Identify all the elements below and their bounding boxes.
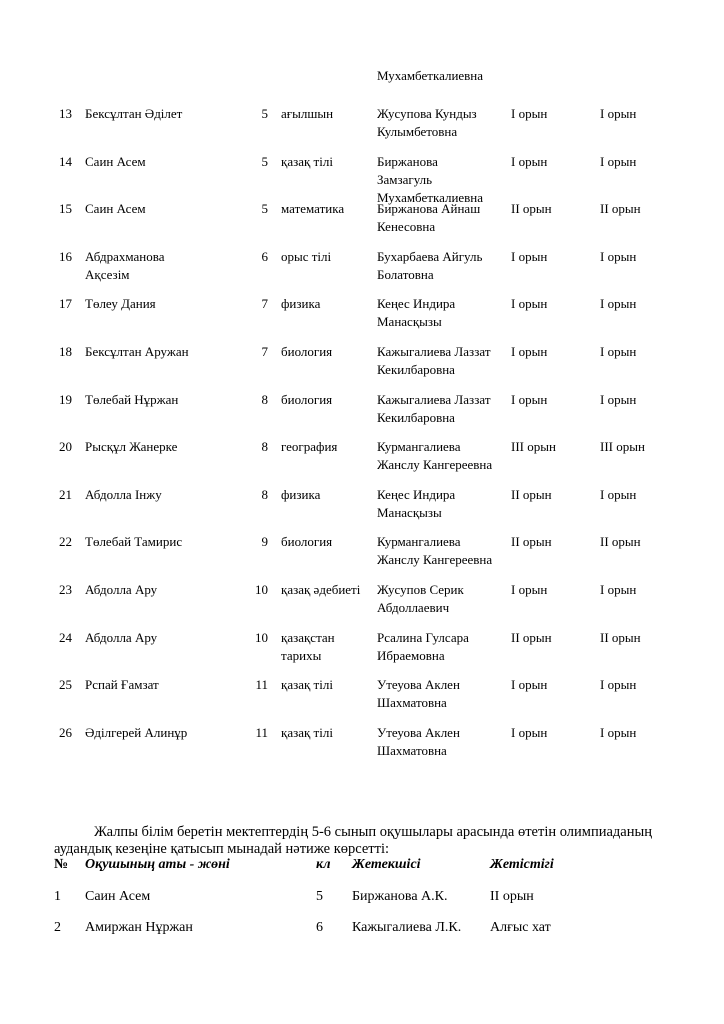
row-number: 2 (54, 920, 61, 935)
result-district: I орын (600, 677, 637, 692)
grade: 6 (261, 249, 268, 264)
subject: биология (281, 534, 333, 549)
teacher-name: Жанслу Кангереевна (377, 552, 493, 567)
student-name: Рспай Ғамзат (85, 677, 159, 692)
teacher-name: Биржанова (377, 154, 438, 169)
result-district: I орын (600, 106, 637, 121)
result-school: II орын (511, 630, 552, 645)
row-number: 14 (59, 154, 72, 169)
teacher-name: Мухамбеткалиевна (377, 190, 484, 205)
grade: 5 (316, 889, 323, 904)
result-district: I орын (600, 154, 637, 169)
row-number: 16 (59, 249, 72, 264)
teacher-name: Кулымбетовна (377, 124, 458, 139)
teacher-name: Болатовна (377, 267, 434, 282)
result-district: I орын (600, 725, 637, 740)
row-number: 13 (59, 106, 72, 121)
subject: қазақ тілі (281, 154, 333, 169)
subject: ағылшын (281, 106, 334, 121)
teacher-name: Ибраемовна (377, 648, 445, 663)
student-name: Бексұлтан Әділет (85, 106, 183, 121)
result-school: I орын (511, 725, 548, 740)
row-number: 1 (54, 889, 61, 904)
teacher-name: Кажыгалиева Л.К. (352, 920, 462, 935)
header-teacher: Жетекшісі (352, 857, 421, 872)
student-name: Ақсезім (85, 267, 130, 282)
teacher-name: Манасқызы (377, 314, 442, 329)
result-school: I орын (511, 249, 548, 264)
teacher-name: Кеңес Индира (377, 296, 456, 311)
teacher-name: Кажыгалиева Лаззат (377, 344, 491, 359)
student-name: Төлебай Нұржан (85, 392, 179, 407)
teacher-name: Биржанова А.К. (352, 889, 448, 904)
result-district: II орын (600, 630, 641, 645)
result-school: II орын (511, 201, 552, 216)
result-district: II орын (600, 534, 641, 549)
student-name: Төлеу Дания (85, 296, 156, 311)
subject: биология (281, 392, 333, 407)
student-name: Бексұлтан Аружан (85, 344, 189, 359)
result-school: I орын (511, 392, 548, 407)
result-school: I орын (511, 344, 548, 359)
grade: 7 (261, 296, 268, 311)
result-district: III орын (600, 439, 645, 454)
teacher-name: Бухарбаева Айгуль (377, 249, 483, 264)
grade: 5 (261, 106, 268, 121)
subject: қазақ әдебиеті (281, 582, 361, 597)
teacher-name: Шахматовна (377, 743, 447, 758)
row-number: 26 (59, 725, 72, 740)
result-district: I орын (600, 344, 637, 359)
teacher-name: Биржанова Айнаш (377, 201, 481, 216)
row-number: 17 (59, 296, 72, 311)
result-school: I орын (511, 296, 548, 311)
row-number: 23 (59, 582, 72, 597)
row-number: 25 (59, 677, 72, 692)
subject: физика (281, 296, 321, 311)
teacher-name: Кеңес Индира (377, 487, 456, 502)
summary-paragraph: Жалпы білім беретін мектептердің 5-6 сынып оқушылары арасында өтетін олимпиаданың аудандық кезеңіне қатысып мынадай нәтиже көрсетті: (54, 824, 652, 857)
teacher-name: Кекилбаровна (377, 410, 455, 425)
result-district: II орын (600, 201, 641, 216)
teacher-name: Рсалина Гулсара (377, 630, 469, 645)
subject: тарихы (281, 648, 322, 663)
row-number: 24 (59, 630, 72, 645)
result-district: I орын (600, 487, 637, 502)
teacher-name: Утеуова Аклен (377, 725, 460, 740)
student-name: Рысқұл Жанерке (85, 439, 178, 454)
grade: 11 (255, 677, 268, 692)
header-grade: кл (316, 857, 331, 872)
result: Алғыс хат (490, 920, 551, 935)
student-name: Абдолла Ару (85, 630, 158, 645)
row-number: 18 (59, 344, 72, 359)
row-number: 19 (59, 392, 72, 407)
grade: 8 (261, 439, 268, 454)
student-name: Амиржан Нұржан (85, 920, 193, 935)
grade: 9 (261, 534, 268, 549)
teacher-name: Кенесовна (377, 219, 436, 234)
grade: 8 (261, 487, 268, 502)
result-school: II орын (511, 534, 552, 549)
teacher-name: Кекилбаровна (377, 362, 455, 377)
student-name: Әділгерей Алинұр (85, 725, 188, 740)
subject: қазақ тілі (281, 725, 333, 740)
header-result: Жетістігі (490, 857, 554, 872)
teacher-name: Курмангалиева (377, 534, 461, 549)
result: II орын (490, 889, 534, 904)
subject: математика (281, 201, 345, 216)
teacher-name: Кажыгалиева Лаззат (377, 392, 491, 407)
teacher-name: Замзагуль (377, 172, 433, 187)
student-name: Саин Асем (85, 154, 146, 169)
student-name: Абдолла Ару (85, 582, 158, 597)
teacher-name: Мухамбеткалиевна (377, 68, 484, 83)
row-number: 20 (59, 439, 72, 454)
teacher-name: Жусупова Кундыз (377, 106, 477, 121)
subject: қазақстан (281, 630, 335, 645)
row-number: 22 (59, 534, 72, 549)
grade: 5 (261, 201, 268, 216)
result-school: II орын (511, 487, 552, 502)
teacher-name: Шахматовна (377, 695, 447, 710)
result-school: I орын (511, 582, 548, 597)
teacher-name: Курмангалиева (377, 439, 461, 454)
student-name: Абдолла Інжу (85, 487, 162, 502)
teacher-name: Жанслу Кангереевна (377, 457, 493, 472)
teacher-name: Жусупов Серик (377, 582, 464, 597)
result-district: I орын (600, 582, 637, 597)
teacher-name: Утеуова Аклен (377, 677, 460, 692)
subject: география (281, 439, 338, 454)
subject: қазақ тілі (281, 677, 333, 692)
result-district: I орын (600, 296, 637, 311)
student-name: Абдрахманова (85, 249, 165, 264)
subject: биология (281, 344, 333, 359)
grade: 10 (255, 630, 268, 645)
teacher-name: Манасқызы (377, 505, 442, 520)
grade: 6 (316, 920, 323, 935)
result-school: I орын (511, 677, 548, 692)
result-school: I орын (511, 154, 548, 169)
row-number: 21 (59, 487, 72, 502)
result-district: I орын (600, 392, 637, 407)
row-number: 15 (59, 201, 72, 216)
result-school: III орын (511, 439, 556, 454)
grade: 10 (255, 582, 268, 597)
grade: 8 (261, 392, 268, 407)
student-name: Төлебай Тамирис (85, 534, 183, 549)
subject: физика (281, 487, 321, 502)
result-district: I орын (600, 249, 637, 264)
student-name: Саин Асем (85, 889, 151, 904)
grade: 5 (261, 154, 268, 169)
subject: орыс тілі (281, 249, 332, 264)
result-school: I орын (511, 106, 548, 121)
header-student-name: Оқушының аты - жөні (85, 857, 230, 872)
teacher-name: Абдоллаевич (377, 600, 450, 615)
student-name: Саин Асем (85, 201, 146, 216)
header-number: № (54, 857, 69, 872)
grade: 11 (255, 725, 268, 740)
grade: 7 (261, 344, 268, 359)
